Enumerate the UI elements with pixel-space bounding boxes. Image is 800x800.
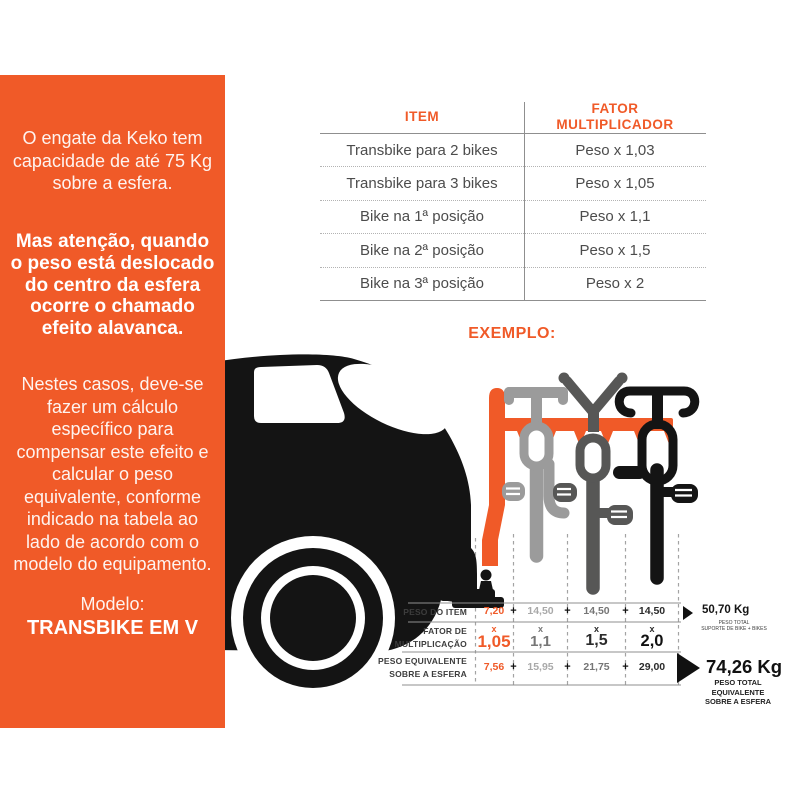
item-weight-value: 7,20 bbox=[483, 605, 505, 617]
times-sign: x bbox=[593, 624, 599, 634]
plus-sign: + bbox=[622, 661, 629, 673]
bike-1 bbox=[502, 387, 568, 556]
plus-sign: + bbox=[510, 661, 517, 673]
header-item: ITEM bbox=[404, 108, 440, 124]
factor-value: 1,05 bbox=[477, 632, 511, 651]
model-label: Modelo: bbox=[80, 594, 145, 614]
total-equiv-value: 74,26 Kg bbox=[706, 656, 783, 677]
total-item-caption: PESO TOTAL SUPORTE DE BIKE + BIKES bbox=[701, 620, 767, 632]
total-item-value: 50,70 Kg bbox=[702, 604, 750, 616]
table-row: Transbike para 3 bikes Peso x 1,05 bbox=[320, 167, 706, 200]
total-item-arrow-icon bbox=[683, 606, 693, 620]
table-row: Bike na 1ª posição Peso x 1,1 bbox=[320, 201, 706, 234]
intro-paragraph-3: Nestes casos, deve-se fazer um cálculo específico para compensar este efeito e calcular o peso equivalente, conforme indicado na tabela ao lado de acordo com o modelo do equipamento. bbox=[13, 374, 212, 574]
factor-table-header bbox=[320, 100, 706, 134]
item-weight-value: 14,50 bbox=[583, 605, 610, 617]
column-divider bbox=[524, 102, 525, 301]
row-label-equiv: PESO EQUIVALENTE SOBRE A ESFERA bbox=[377, 656, 467, 679]
intro-paragraph-2: Mas atenção, quando o peso está deslocado do centro da esfera ocorre o chamado efeito alavanca. bbox=[10, 231, 215, 340]
equiv-weight-value: 7,56 bbox=[483, 661, 505, 673]
plus-sign: + bbox=[510, 605, 517, 617]
table-row: Bike na 3ª posição Peso x 2 bbox=[320, 268, 706, 301]
times-sign: x bbox=[537, 624, 543, 634]
intro-paragraph-1: O engate da Keko tem capacidade de até 75 Kg sobre a esfera. bbox=[12, 128, 213, 193]
intro-panel bbox=[0, 75, 225, 728]
factor-value: 1,5 bbox=[585, 632, 608, 649]
plus-sign: + bbox=[564, 661, 571, 673]
row-label-item-weight: PESO DO ITEM bbox=[403, 607, 467, 617]
equiv-weight-value: 21,75 bbox=[583, 661, 610, 673]
times-sign: x bbox=[491, 624, 497, 634]
factor-value: 2,0 bbox=[640, 632, 664, 650]
row-label-factor: FATOR DE MULTIPLICAÇÃO bbox=[394, 626, 467, 649]
item-weight-value: 14,50 bbox=[527, 605, 554, 617]
plus-sign: + bbox=[622, 605, 629, 617]
item-weight-value: 14,50 bbox=[638, 605, 666, 617]
plus-sign: + bbox=[564, 605, 571, 617]
times-sign: x bbox=[649, 624, 655, 634]
example-title: EXEMPLO: bbox=[468, 325, 556, 342]
equiv-weight-value: 29,00 bbox=[638, 661, 666, 673]
table-row: Transbike para 2 bikes Peso x 1,03 bbox=[320, 134, 706, 167]
total-equiv-caption: PESO TOTAL EQUIVALENTE SOBRE A ESFERA bbox=[704, 678, 772, 706]
table-row: Bike na 2ª posição Peso x 1,5 bbox=[320, 234, 706, 267]
factor-value: 1,1 bbox=[530, 633, 551, 650]
model-name: TRANSBIKE EM V bbox=[26, 617, 199, 639]
equiv-weight-value: 15,95 bbox=[527, 661, 554, 673]
header-factor: FATOR MULTIPLICADOR bbox=[556, 101, 674, 132]
factor-table bbox=[320, 100, 706, 301]
rack-arm bbox=[482, 388, 505, 566]
